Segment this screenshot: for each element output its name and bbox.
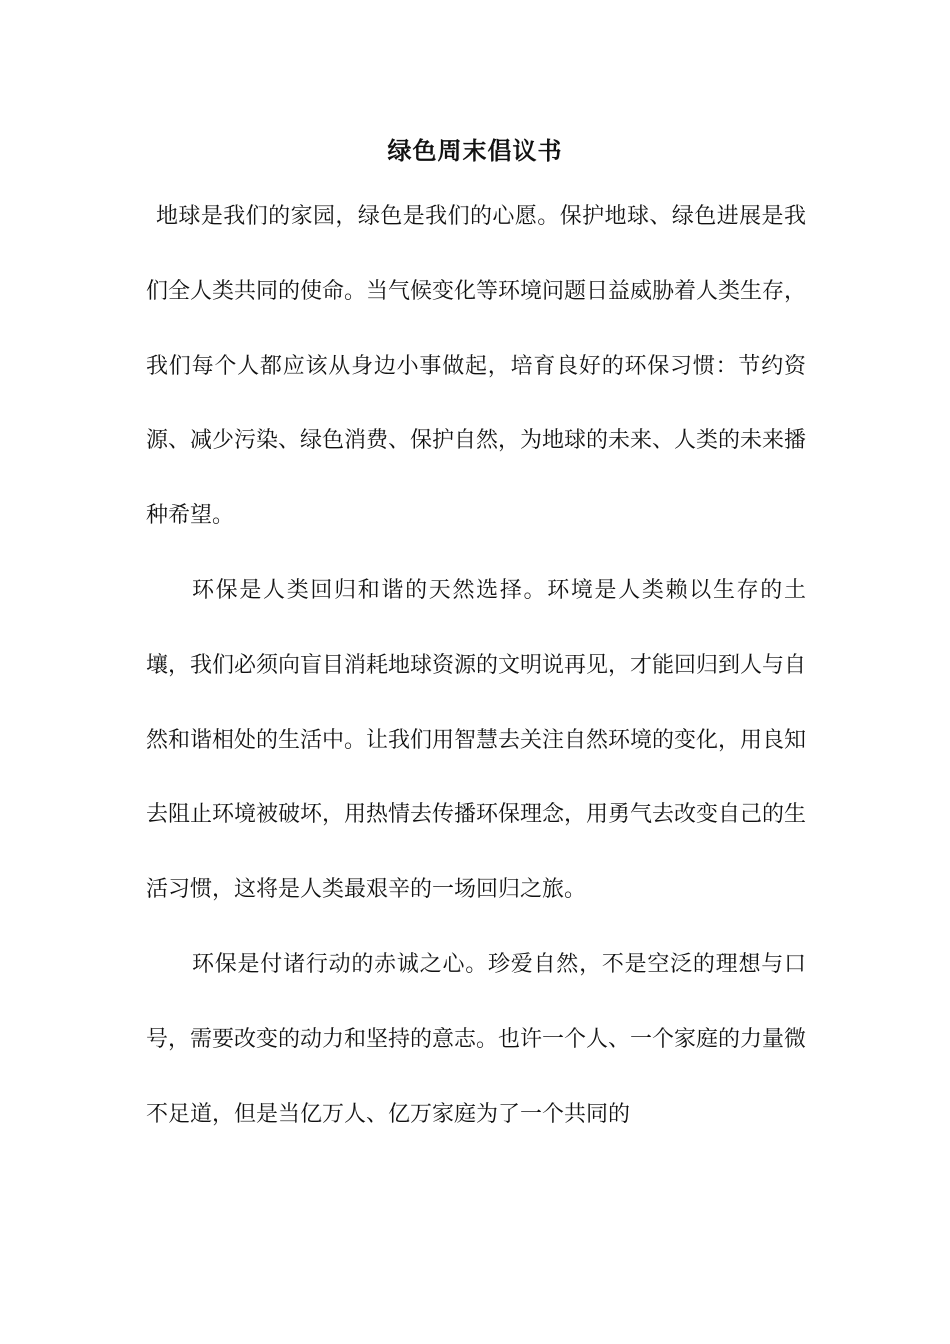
paragraph-3: 环保是付诸行动的赤诚之心。珍爱自然，不是空泛的理想与口号，需要改变的动力和坚持的意志。也许一个人、一个家庭的力量微不足道，但是当亿万人、亿万家庭为了一个共同的 (146, 951, 807, 1127)
paragraph-1: 地球是我们的家园，绿色是我们的心愿。保护地球、绿色进展是我们全人类共同的使命。当气候变化等环境问题日益威胁着人类生存，我们每个人都应该从身边小事做起，培育良好的环保习惯：节约资源、减少污染、绿色消费、保护自然，为地球的未来、人类的未来播种希望。 (146, 204, 807, 529)
document-body (146, 180, 806, 1152)
document-title: 绿色周末倡议书 (387, 136, 563, 165)
paragraph-2: 环保是人类回归和谐的天然选择。环境是人类赖以生存的土壤，我们必须向盲目消耗地球资源的文明说再见，才能回归到人与自然和谐相处的生活中。让我们用智慧去关注自然环境的变化，用良知去阻止环境被破坏，用热情去传播环保理念，用勇气去改变自己的生活习惯，这将是人类最艰辛的一场回归之旅。 (146, 577, 807, 903)
